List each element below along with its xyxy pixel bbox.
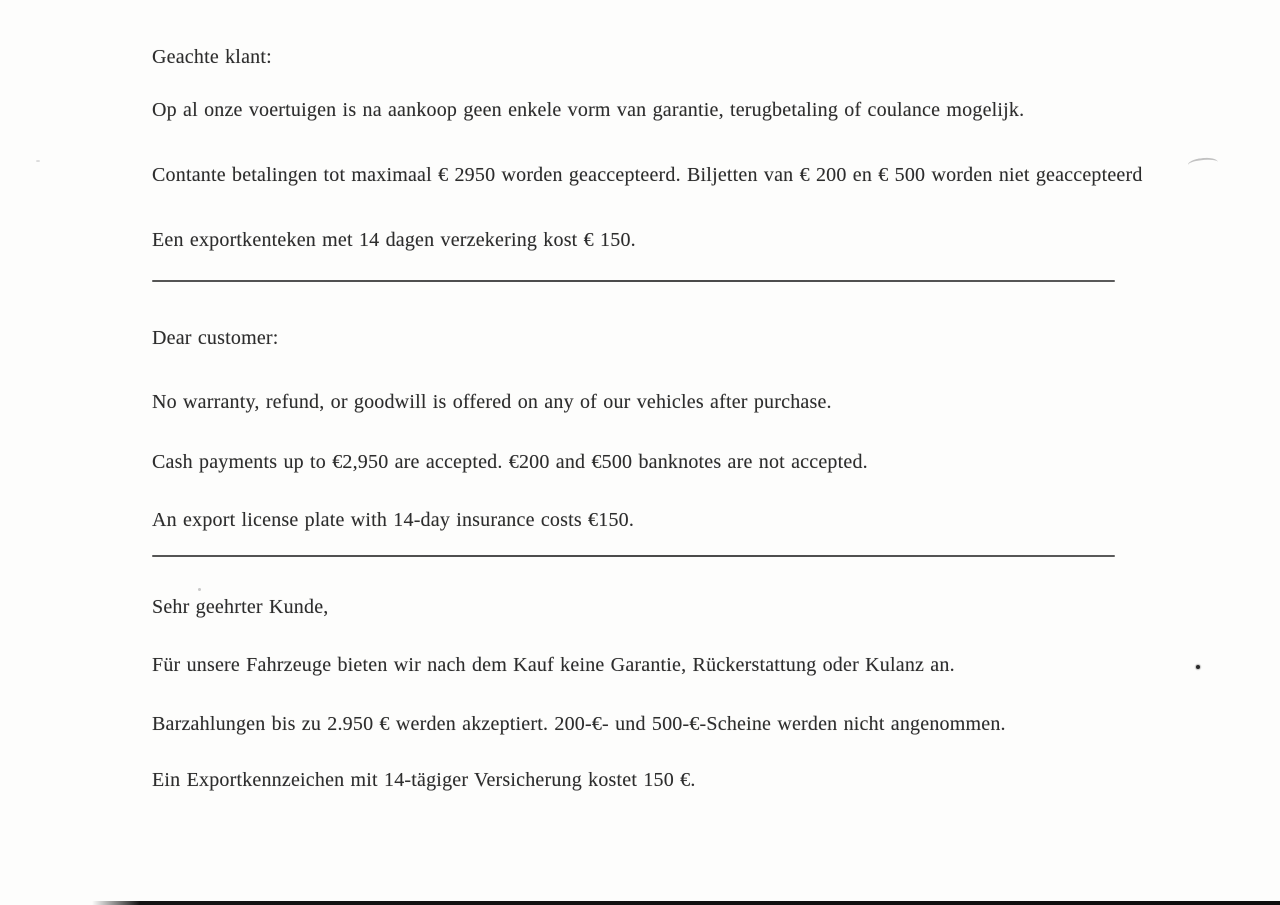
scan-artifact-speck [36,160,40,162]
scan-artifact-speck [198,588,201,591]
en-paragraph-1: No warranty, refund, or goodwill is offered on any of our vehicles after purchase. [152,391,832,413]
en-paragraph-3: An export license plate with 14-day insurance costs €150. [152,509,635,531]
scan-edge-bottom [92,901,1280,905]
section-divider-2 [152,555,1115,557]
section-divider-1 [152,280,1115,282]
nl-paragraph-2: Contante betalingen tot maximaal € 2950 worden geaccepteerd. Biljetten van € 200 en € 500 worden niet geaccepteerd [152,164,1143,186]
scan-artifact-ink-dot [1196,665,1200,669]
de-paragraph-1: Für unsere Fahrzeuge bieten wir nach dem Kauf keine Garantie, Rückerstattung oder Kulanz an. [152,654,955,676]
nl-paragraph-1: Op al onze voertuigen is na aankoop geen enkele vorm van garantie, terugbetaling of coulance mogelijk. [152,99,1025,121]
de-paragraph-3: Ein Exportkennzeichen mit 14-tägiger Versicherung kostet 150 €. [152,769,696,791]
nl-paragraph-3: Een exportkenteken met 14 dagen verzekering kost € 150. [152,229,636,251]
nl-greeting: Geachte klant: [152,46,272,68]
en-greeting: Dear customer: [152,327,279,349]
en-paragraph-2: Cash payments up to €2,950 are accepted. €200 and €500 banknotes are not accepted. [152,451,868,473]
scan-artifact-squiggle [1187,156,1218,171]
de-paragraph-2: Barzahlungen bis zu 2.950 € werden akzeptiert. 200-€- und 500-€-Scheine werden nicht angenommen. [152,713,1006,735]
de-greeting: Sehr geehrter Kunde, [152,596,329,618]
